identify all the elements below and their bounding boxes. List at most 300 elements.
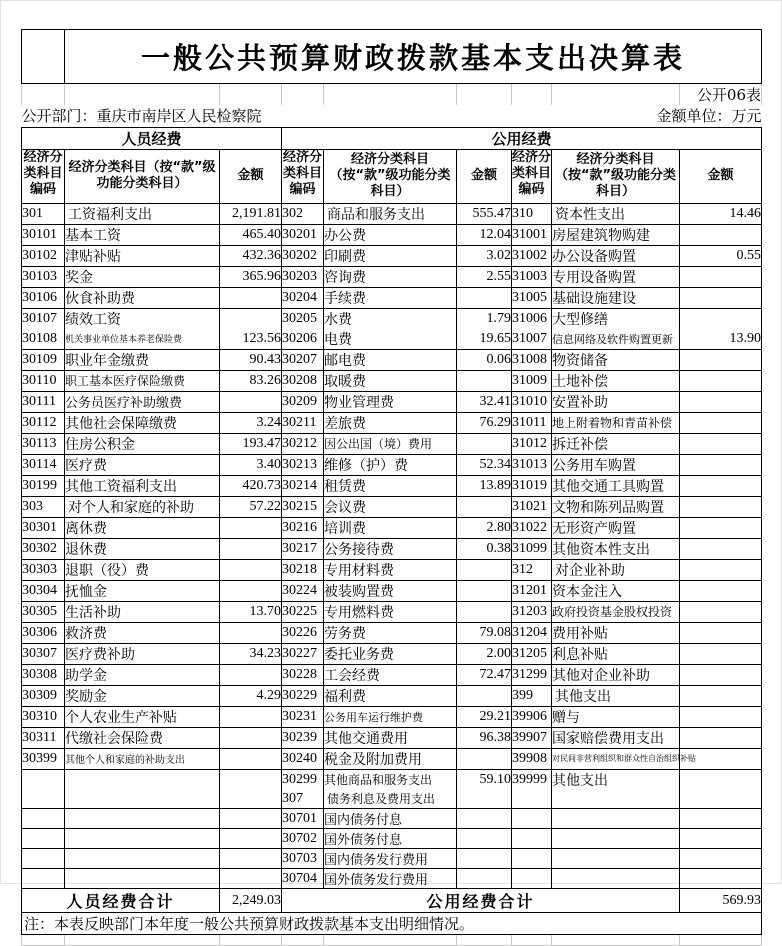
cell-subject: 奖金 (65, 266, 220, 287)
cell-amount: 2,191.81 (220, 203, 282, 224)
cell-subject: 国外债务付息 (324, 829, 457, 849)
unit-label: 金额单位：万元 (457, 105, 762, 127)
cell-code: 30101 (22, 224, 65, 245)
cell-amount (680, 580, 762, 601)
table-row (22, 475, 762, 496)
cell-subject: 救济费 (65, 622, 220, 643)
cell-code: 30239 (282, 727, 324, 748)
table-row (22, 349, 762, 370)
cell-amount (680, 829, 762, 849)
cell-subject: 工会经费 (324, 664, 457, 685)
cell-amount: 90.43 (220, 349, 282, 370)
cell-amount: 19.65 (457, 329, 512, 350)
cell-subject: 医疗费补助 (65, 643, 220, 664)
cell-amount (680, 664, 762, 685)
table-body (22, 203, 762, 889)
section-public: 公用经费 (282, 127, 762, 149)
cell-code: 30103 (22, 266, 65, 287)
grid-cell (457, 84, 512, 106)
cell-code: 31009 (512, 370, 552, 391)
cell-amount: 3.24 (220, 412, 282, 433)
table-row (22, 622, 762, 643)
cell-code: 399 (512, 685, 552, 706)
cell-subject: 住房公积金 (65, 433, 220, 454)
col-header-amount: 金额 (457, 149, 512, 203)
cell-amount (457, 829, 512, 849)
cell-amount: 1.79 (457, 308, 512, 329)
cell-subject: 国外债务发行费用 (324, 869, 457, 889)
column-header-row (22, 149, 762, 203)
table-row (22, 370, 762, 391)
cell-amount (220, 769, 282, 790)
cell-subject: 税金及附加费用 (324, 748, 457, 769)
cell-code: 39906 (512, 706, 552, 727)
cell-code: 30209 (282, 391, 324, 412)
cell-code: 39999 (512, 769, 552, 790)
department-row (22, 105, 762, 127)
table-row (22, 748, 762, 769)
cell-code (512, 849, 552, 869)
cell-subject: 公务接待费 (324, 538, 457, 559)
cell-code: 30107 (22, 308, 65, 329)
cell-amount (680, 769, 762, 790)
cell-subject: 对企业补助 (552, 559, 680, 580)
cell-code: 30307 (22, 643, 65, 664)
cell-amount (680, 706, 762, 727)
cell-subject: 其他资本性支出 (552, 538, 680, 559)
cell-subject (552, 829, 680, 849)
cell-subject: 办公费 (324, 224, 457, 245)
cell-amount (680, 622, 762, 643)
cell-amount (680, 517, 762, 538)
cell-subject: 商品和服务支出 (324, 203, 457, 224)
cell-subject: 专用材料费 (324, 559, 457, 580)
cell-code: 31021 (512, 496, 552, 517)
footnote: 注：本表反映部门本年度一般公共预算财政拨款基本支出明细情况。 (22, 913, 762, 935)
cell-amount: 0.55 (680, 245, 762, 266)
cell-code: 30114 (22, 454, 65, 475)
cell-code: 30203 (282, 266, 324, 287)
cell-subject: 电费 (324, 329, 457, 350)
cell-amount: 2.00 (457, 643, 512, 664)
table-row (22, 559, 762, 580)
table-row (22, 454, 762, 475)
cell-code: 30109 (22, 349, 65, 370)
cell-code: 30216 (282, 517, 324, 538)
table-row (22, 308, 762, 329)
cell-amount (680, 370, 762, 391)
cell-code: 31099 (512, 538, 552, 559)
cell-code (22, 829, 65, 849)
cell-amount (680, 287, 762, 308)
col-header-amount: 金额 (680, 149, 762, 203)
cell-code: 30201 (282, 224, 324, 245)
cell-code: 30212 (282, 433, 324, 454)
cell-subject: 绩效工资 (65, 308, 220, 329)
cell-amount: 432.36 (220, 245, 282, 266)
cell-amount: 13.70 (220, 601, 282, 622)
cell-code: 307 (282, 790, 324, 809)
cell-code (512, 869, 552, 889)
cell-amount (457, 790, 512, 809)
cell-code: 31007 (512, 329, 552, 350)
cell-amount: 555.47 (457, 203, 512, 224)
cell-code: 30301 (22, 517, 65, 538)
cell-amount (220, 869, 282, 889)
cell-amount (680, 349, 762, 370)
table-row (22, 266, 762, 287)
cell-subject: 差旅费 (324, 412, 457, 433)
cell-code (512, 809, 552, 829)
table-row (22, 329, 762, 350)
cell-amount (680, 433, 762, 454)
cell-code: 30208 (282, 370, 324, 391)
cell-code: 30211 (282, 412, 324, 433)
cell-code: 30106 (22, 287, 65, 308)
col-header-code: 经济分类科目编码 (512, 149, 552, 203)
col-header-subject: 经济分类科目（按“款”级功能分类科目） (324, 149, 457, 203)
department-label: 公开部门：重庆市南岸区人民检察院 (22, 105, 457, 127)
cell-code: 30703 (282, 849, 324, 869)
cell-subject: 拆迁补偿 (552, 433, 680, 454)
cell-amount: 0.38 (457, 538, 512, 559)
cell-amount: 0.06 (457, 349, 512, 370)
cell-code: 30308 (22, 664, 65, 685)
table-row (22, 727, 762, 748)
grid-cell (282, 935, 324, 946)
cell-subject: 其他社会保障缴费 (65, 412, 220, 433)
cell-subject (65, 869, 220, 889)
cell-subject: 因公出国（境）费用 (324, 433, 457, 454)
note-row (22, 913, 762, 935)
title-spacer-cell (22, 30, 65, 84)
cell-code: 30225 (282, 601, 324, 622)
cell-subject: 水费 (324, 308, 457, 329)
section-personnel: 人员经费 (22, 127, 282, 149)
cell-subject: 租赁费 (324, 475, 457, 496)
cell-amount: 34.23 (220, 643, 282, 664)
cell-subject: 退职（役）费 (65, 559, 220, 580)
cell-code: 30311 (22, 727, 65, 748)
grid-cell (552, 935, 680, 946)
cell-subject: 公务用车购置 (552, 454, 680, 475)
cell-amount (220, 517, 282, 538)
cell-amount (220, 622, 282, 643)
cell-amount: 2.55 (457, 266, 512, 287)
cell-amount: 123.56 (220, 329, 282, 350)
cell-amount: 13.89 (457, 475, 512, 496)
cell-subject: 基础设施建设 (552, 287, 680, 308)
cell-code: 31011 (512, 412, 552, 433)
cell-code: 30113 (22, 433, 65, 454)
cell-subject: 其他交通费用 (324, 727, 457, 748)
cell-subject: 其他支出 (552, 685, 680, 706)
cell-amount (220, 748, 282, 769)
cell-subject: 维修（护）费 (324, 454, 457, 475)
cell-code: 30701 (282, 809, 324, 829)
cell-code (512, 790, 552, 809)
cell-code (512, 829, 552, 849)
cell-subject (65, 769, 220, 790)
cell-code: 31205 (512, 643, 552, 664)
cell-subject: 资本金注入 (552, 580, 680, 601)
cell-code: 30205 (282, 308, 324, 329)
cell-code: 30204 (282, 287, 324, 308)
cell-amount (680, 454, 762, 475)
cell-subject: 助学金 (65, 664, 220, 685)
cell-subject: 资本性支出 (552, 203, 680, 224)
cell-amount (680, 224, 762, 245)
table-row (22, 580, 762, 601)
cell-amount (457, 559, 512, 580)
cell-code: 31001 (512, 224, 552, 245)
cell-amount (457, 685, 512, 706)
cell-subject (552, 790, 680, 809)
cell-subject: 物业管理费 (324, 391, 457, 412)
cell-code: 30299 (282, 769, 324, 790)
cell-subject: 委托业务费 (324, 643, 457, 664)
cell-subject: 工资福利支出 (65, 203, 220, 224)
cell-code: 30227 (282, 643, 324, 664)
grid-cell (22, 84, 65, 106)
cell-amount (220, 829, 282, 849)
cell-code: 30305 (22, 601, 65, 622)
cell-code: 31010 (512, 391, 552, 412)
cell-amount: 83.26 (220, 370, 282, 391)
personnel-total-amount: 2,249.03 (220, 889, 282, 913)
cell-code: 31013 (512, 454, 552, 475)
cell-code: 30309 (22, 685, 65, 706)
title-row (22, 30, 762, 84)
grid-cell (220, 84, 282, 106)
cell-amount (220, 308, 282, 329)
cell-code (22, 790, 65, 809)
cell-amount (457, 869, 512, 889)
grid-cell (282, 84, 324, 106)
cell-amount (457, 370, 512, 391)
cell-amount: 59.10 (457, 769, 512, 790)
totals-row (22, 889, 762, 913)
cell-subject: 医疗费 (65, 454, 220, 475)
cell-subject: 债务利息及费用支出 (324, 790, 457, 809)
cell-subject: 专用设备购置 (552, 266, 680, 287)
cell-code: 30302 (22, 538, 65, 559)
cell-amount: 29.21 (457, 706, 512, 727)
cell-amount: 57.22 (220, 496, 282, 517)
cell-amount (457, 809, 512, 829)
cell-amount (220, 809, 282, 829)
cell-code: 30108 (22, 329, 65, 350)
cell-amount (457, 601, 512, 622)
table-row (22, 869, 762, 889)
cell-subject: 利息补贴 (552, 643, 680, 664)
sheet-label-row (22, 84, 762, 106)
table-row (22, 643, 762, 664)
col-header-code: 经济分类科目编码 (282, 149, 324, 203)
cell-amount (220, 538, 282, 559)
cell-amount (220, 287, 282, 308)
cell-subject: 手续费 (324, 287, 457, 308)
cell-subject: 信息网络及软件购置更新 (552, 329, 680, 350)
table-row (22, 391, 762, 412)
cell-subject: 费用补贴 (552, 622, 680, 643)
grid-cell (65, 84, 220, 106)
cell-code: 31005 (512, 287, 552, 308)
cell-amount (680, 308, 762, 329)
cell-amount (680, 809, 762, 829)
cell-subject (65, 829, 220, 849)
col-header-subject: 经济分类科目（按“款”级功能分类科目） (65, 149, 220, 203)
cell-subject: 大型修缮 (552, 308, 680, 329)
cell-subject: 机关事业单位基本养老保险费 (65, 329, 220, 350)
table-row (22, 706, 762, 727)
cell-code: 31201 (512, 580, 552, 601)
page-title: 一般公共预算财政拨款基本支出决算表 (65, 30, 762, 84)
cell-subject: 文物和陈列品购置 (552, 496, 680, 517)
cell-amount: 365.96 (220, 266, 282, 287)
public-total-amount: 569.93 (680, 889, 762, 913)
cell-code: 31002 (512, 245, 552, 266)
cell-amount (680, 391, 762, 412)
table-row (22, 769, 762, 790)
cell-code: 39907 (512, 727, 552, 748)
cell-code: 30229 (282, 685, 324, 706)
cell-code: 31019 (512, 475, 552, 496)
cell-subject: 无形资产购置 (552, 517, 680, 538)
table-row (22, 538, 762, 559)
cell-amount: 3.40 (220, 454, 282, 475)
cell-amount (680, 266, 762, 287)
cell-code: 31204 (512, 622, 552, 643)
cell-amount (220, 559, 282, 580)
cell-subject: 伙食补助费 (65, 287, 220, 308)
cell-subject: 对个人和家庭的补助 (65, 496, 220, 517)
cell-subject: 退休费 (65, 538, 220, 559)
col-header-amount: 金额 (220, 149, 282, 203)
cell-amount (680, 685, 762, 706)
cell-amount (220, 580, 282, 601)
cell-subject: 公务用车运行维护费 (324, 706, 457, 727)
cell-code: 30399 (22, 748, 65, 769)
cell-amount: 4.29 (220, 685, 282, 706)
cell-code: 30217 (282, 538, 324, 559)
cell-subject: 办公设备购置 (552, 245, 680, 266)
cell-code: 31012 (512, 433, 552, 454)
cell-code: 30226 (282, 622, 324, 643)
cell-amount (680, 601, 762, 622)
cell-subject: 其他支出 (552, 769, 680, 790)
budget-table (21, 29, 762, 946)
col-header-subject: 经济分类科目（按“款”级功能分类科目） (552, 149, 680, 203)
cell-code: 30112 (22, 412, 65, 433)
grid-cell (22, 935, 65, 946)
cell-amount (220, 706, 282, 727)
cell-subject: 专用燃料费 (324, 601, 457, 622)
cell-subject: 代缴社会保险费 (65, 727, 220, 748)
cell-subject: 职工基本医疗保险缴费 (65, 370, 220, 391)
cell-subject: 被装购置费 (324, 580, 457, 601)
cell-code (22, 849, 65, 869)
table-row (22, 849, 762, 869)
cell-subject: 其他商品和服务支出 (324, 769, 457, 790)
cell-amount (680, 412, 762, 433)
cell-amount (457, 496, 512, 517)
cell-amount: 52.34 (457, 454, 512, 475)
cell-code: 30111 (22, 391, 65, 412)
cell-code (22, 869, 65, 889)
table-row (22, 790, 762, 809)
cell-amount (457, 849, 512, 869)
cell-code (22, 809, 65, 829)
cell-amount (680, 790, 762, 809)
cell-subject: 咨询费 (324, 266, 457, 287)
cell-subject: 土地补偿 (552, 370, 680, 391)
cell-amount (680, 559, 762, 580)
public-total-label: 公用经费合计 (282, 889, 680, 913)
cell-subject: 邮电费 (324, 349, 457, 370)
cell-subject: 培训费 (324, 517, 457, 538)
cell-amount: 79.08 (457, 622, 512, 643)
cell-amount (680, 538, 762, 559)
cell-subject (65, 809, 220, 829)
cell-code: 31299 (512, 664, 552, 685)
cell-code: 30215 (282, 496, 324, 517)
table-row (22, 601, 762, 622)
cell-amount (680, 869, 762, 889)
cell-code: 31022 (512, 517, 552, 538)
cell-code: 30213 (282, 454, 324, 475)
cell-amount: 420.73 (220, 475, 282, 496)
cell-subject (552, 809, 680, 829)
cell-subject: 公务员医疗补助缴费 (65, 391, 220, 412)
grid-cell (220, 935, 282, 946)
cell-amount (680, 496, 762, 517)
cell-amount (220, 391, 282, 412)
cell-code: 30240 (282, 748, 324, 769)
cell-code (22, 769, 65, 790)
grid-cell (680, 935, 762, 946)
cell-amount (680, 475, 762, 496)
cell-amount (457, 433, 512, 454)
cell-code: 30207 (282, 349, 324, 370)
cell-subject: 赠与 (552, 706, 680, 727)
cell-subject: 房屋建筑物购建 (552, 224, 680, 245)
cell-amount (220, 664, 282, 685)
cell-subject: 取暖费 (324, 370, 457, 391)
cell-amount (680, 849, 762, 869)
cell-code: 301 (22, 203, 65, 224)
cell-code: 30218 (282, 559, 324, 580)
cell-amount: 465.40 (220, 224, 282, 245)
cell-subject: 生活补助 (65, 601, 220, 622)
cell-subject: 政府投资基金股权投资 (552, 601, 680, 622)
cell-subject: 其他交通工具购置 (552, 475, 680, 496)
cell-amount: 76.29 (457, 412, 512, 433)
cell-amount (457, 580, 512, 601)
cell-code: 303 (22, 496, 65, 517)
cell-code: 30303 (22, 559, 65, 580)
cell-amount (457, 748, 512, 769)
grid-cell (324, 84, 457, 106)
table-row (22, 433, 762, 454)
cell-code: 30224 (282, 580, 324, 601)
table-row (22, 203, 762, 224)
cell-amount (220, 790, 282, 809)
cell-subject: 对民间非营利组织和群众性自治组织补贴 (552, 748, 680, 769)
cell-code: 30702 (282, 829, 324, 849)
cell-amount (680, 727, 762, 748)
cell-amount: 193.47 (220, 433, 282, 454)
